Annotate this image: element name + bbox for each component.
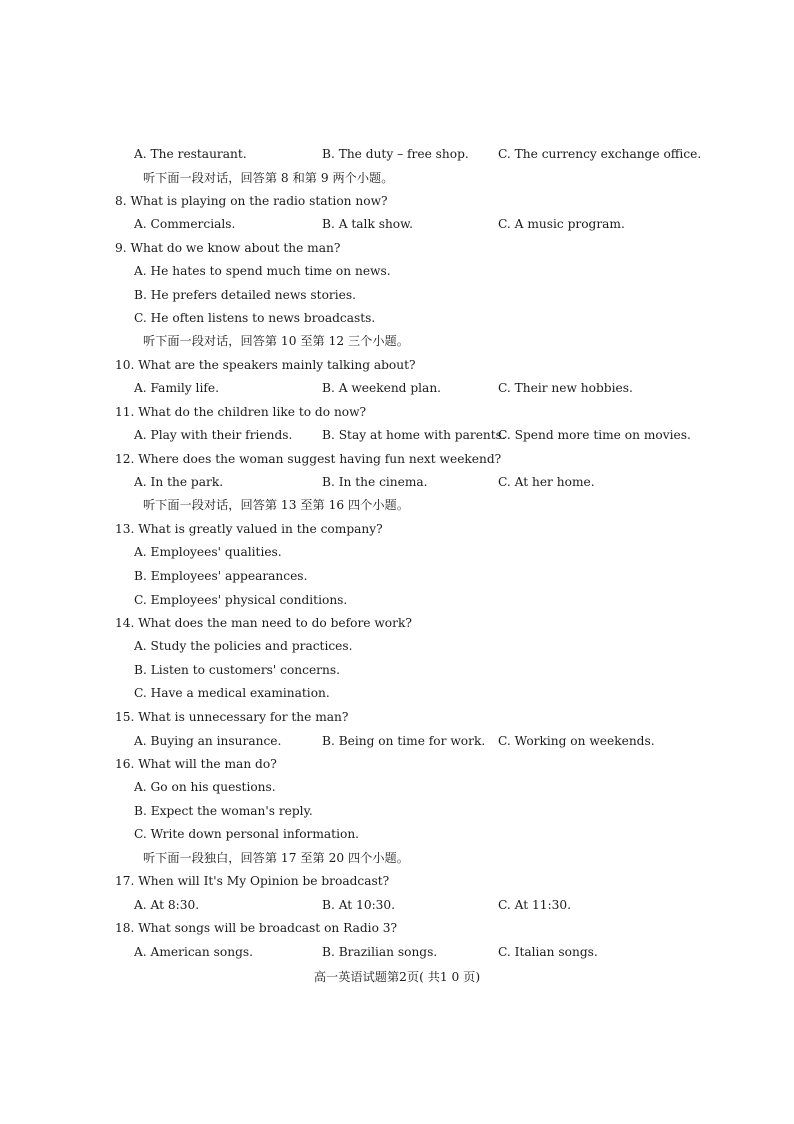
answer-option: B. Listen to customers' concerns.	[134, 663, 340, 677]
question-stem: 8. What is playing on the radio station now?	[115, 194, 388, 208]
question-stem: 10. What are the speakers mainly talking about?	[115, 358, 416, 372]
answer-option: B. A talk show.	[322, 217, 414, 231]
answer-option: C. He often listens to news broadcasts.	[134, 311, 376, 325]
question-stem: 15. What is unnecessary for the man?	[115, 710, 349, 724]
answer-option: A. Buying an insurance.	[134, 734, 282, 748]
answer-option: C. Their new hobbies.	[498, 381, 633, 395]
question-stem: 14. What does the man need to do before work?	[115, 616, 412, 630]
answer-option: C. Write down personal information.	[134, 827, 360, 841]
answer-option: C. Italian songs.	[498, 945, 598, 959]
answer-option: B. At 10:30.	[322, 898, 396, 912]
answer-option: B. Employees' appearances.	[134, 569, 308, 583]
answer-option: B. He prefers detailed news stories.	[134, 288, 356, 302]
question-stem: 12. Where does the woman suggest having fun next weekend?	[115, 452, 502, 466]
question-stem: 11. What do the children like to do now?	[115, 405, 367, 419]
answer-option: A. He hates to spend much time on news.	[134, 264, 391, 278]
answer-option: A. Study the policies and practices.	[134, 639, 353, 653]
answer-option: A. In the park.	[134, 475, 224, 489]
answer-option: B. The duty – free shop.	[322, 147, 469, 161]
question-stem: 16. What will the man do?	[115, 757, 277, 771]
question-stem: 13. What is greatly valued in the company?	[115, 522, 383, 536]
answer-option: A. Commercials.	[134, 217, 236, 231]
question-stem: 9. What do we know about the man?	[115, 241, 341, 255]
answer-option: B. A weekend plan.	[322, 381, 442, 395]
section-instruction: 听下面一段独白，回答第 17 至第 20 四个小题。	[143, 851, 409, 865]
answer-option: B. Being on time for work.	[322, 734, 486, 748]
answer-option: C. The currency exchange office.	[498, 147, 702, 161]
answer-option: B. Stay at home with parents.	[322, 428, 506, 442]
answer-option: B. In the cinema.	[322, 475, 428, 489]
answer-option: B. Expect the woman's reply.	[134, 804, 313, 818]
answer-option: A. Family life.	[134, 381, 219, 395]
section-instruction: 听下面一段对话，回答第 13 至第 16 四个小题。	[143, 498, 409, 512]
question-stem: 17. When will It's My Opinion be broadcast?	[115, 874, 390, 888]
answer-option: A. American songs.	[134, 945, 254, 959]
answer-option: C. Employees' physical conditions.	[134, 593, 348, 607]
answer-option: C. Spend more time on movies.	[498, 428, 691, 442]
answer-option: A. The restaurant.	[134, 147, 247, 161]
answer-option: A. Employees' qualities.	[134, 545, 282, 559]
answer-option: A. Go on his questions.	[134, 780, 276, 794]
answer-option: C. At her home.	[498, 475, 595, 489]
answer-option: B. Brazilian songs.	[322, 945, 438, 959]
answer-option: C. Working on weekends.	[498, 734, 655, 748]
answer-option: C. Have a medical examination.	[134, 686, 330, 700]
question-stem: 18. What songs will be broadcast on Radio 3?	[115, 921, 398, 935]
answer-option: A. Play with their friends.	[134, 428, 293, 442]
section-instruction: 听下面一段对话，回答第 8 和第 9 两个小题。	[143, 171, 394, 185]
section-instruction: 听下面一段对话，回答第 10 至第 12 三个小题。	[143, 334, 409, 348]
page-footer: 高一英语试题第2页( 共1 0 页)	[313, 970, 481, 984]
answer-option: A. At 8:30.	[134, 898, 200, 912]
answer-option: C. A music program.	[498, 217, 625, 231]
answer-option: C. At 11:30.	[498, 898, 571, 912]
